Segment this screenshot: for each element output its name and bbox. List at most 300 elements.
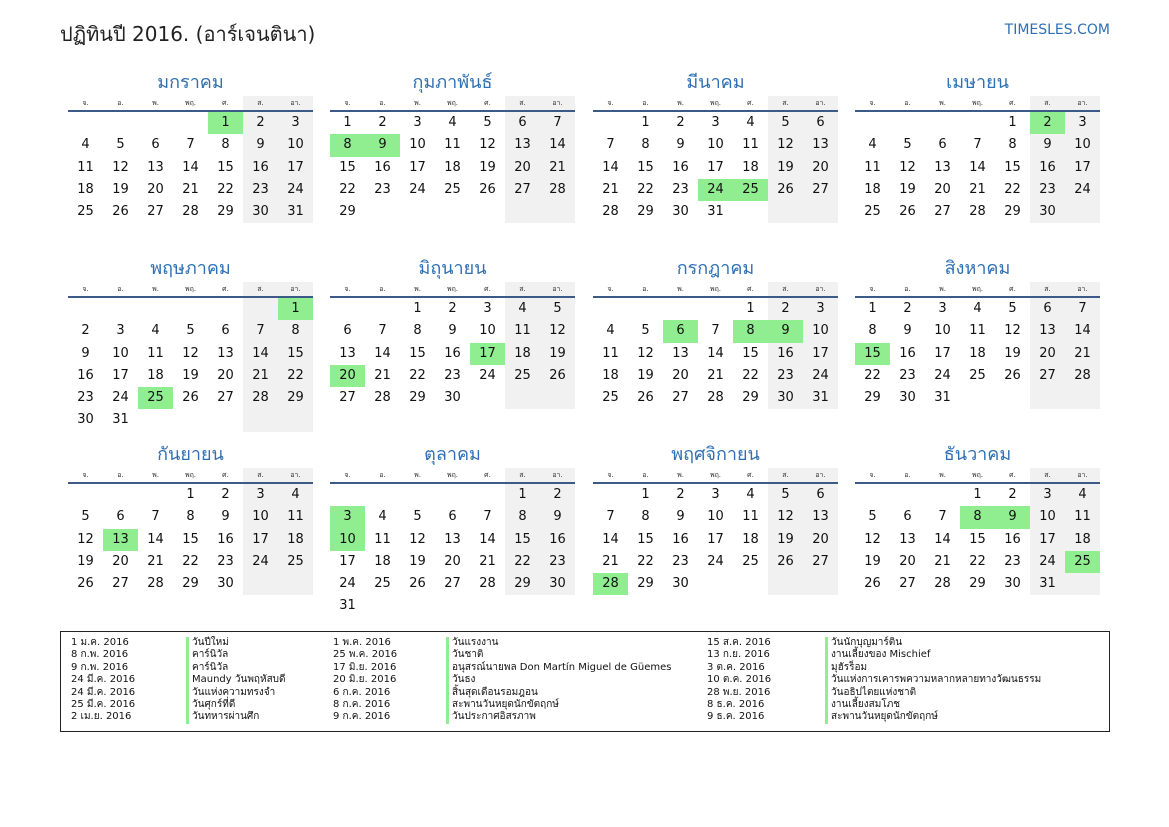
day-cell: 31 bbox=[934, 390, 951, 406]
day-cell: 22 bbox=[742, 367, 759, 383]
day-cell: 29 bbox=[182, 576, 199, 592]
day-cell: 11 bbox=[742, 509, 759, 525]
empty-cell bbox=[540, 201, 575, 223]
day-cell: 3 bbox=[1065, 112, 1100, 134]
day-cell: 12 bbox=[182, 345, 199, 361]
weekday-label: พฤ. bbox=[446, 285, 459, 293]
weekday-label: พ. bbox=[677, 99, 684, 107]
week-row bbox=[330, 201, 575, 223]
weekday-label: ส. bbox=[243, 96, 278, 110]
holiday-name: วันแห่งความทรงจำ bbox=[186, 687, 275, 699]
empty-cell bbox=[470, 484, 505, 506]
day-cell: 29 bbox=[742, 390, 759, 406]
empty-cell bbox=[400, 595, 435, 617]
day-cell: 5 bbox=[1008, 301, 1017, 316]
day-cell: 27 bbox=[672, 390, 689, 406]
day-cell: 12 bbox=[1004, 323, 1021, 339]
empty-cell bbox=[243, 409, 278, 431]
day-cell: 14 bbox=[969, 159, 986, 175]
day-cell: 18 bbox=[742, 531, 759, 547]
day-cell: 22 bbox=[409, 367, 426, 383]
day-cell: 3 bbox=[1030, 484, 1065, 506]
holiday-date: 2 เม.ย. 2016 bbox=[71, 711, 132, 723]
day-cell: 20 bbox=[112, 553, 129, 569]
day-cell: 25 bbox=[77, 204, 94, 220]
week-row bbox=[68, 529, 313, 551]
weekday-header bbox=[855, 96, 1100, 112]
day-cell: 21 bbox=[969, 181, 986, 197]
day-cell: 26 bbox=[479, 181, 496, 197]
month-9 bbox=[68, 442, 313, 595]
day-cell: 18 bbox=[602, 367, 619, 383]
weekday-label: จ. bbox=[607, 471, 614, 479]
weekday-label: พฤ. bbox=[971, 285, 984, 293]
holiday-date: 25 มี.ค. 2016 bbox=[71, 698, 136, 710]
holiday-day-cell: 20 bbox=[330, 365, 365, 387]
day-cell: 23 bbox=[374, 181, 391, 197]
day-cell: 12 bbox=[768, 134, 803, 156]
day-cell: 4 bbox=[505, 298, 540, 320]
empty-cell bbox=[1065, 573, 1100, 595]
holiday-date: 20 มิ.ย. 2016 bbox=[333, 674, 397, 686]
week-row bbox=[855, 387, 1100, 409]
holiday-day-cell: 2 bbox=[1030, 112, 1065, 134]
week-row bbox=[330, 551, 575, 573]
empty-cell bbox=[890, 112, 925, 134]
weekday-header bbox=[330, 468, 575, 484]
day-cell: 23 bbox=[444, 367, 461, 383]
weekday-header bbox=[855, 468, 1100, 484]
weekday-label: อา. bbox=[1065, 282, 1100, 296]
day-cell: 4 bbox=[1065, 484, 1100, 506]
day-cell: 23 bbox=[672, 181, 689, 197]
day-cell: 1 bbox=[868, 301, 877, 316]
day-cell: 19 bbox=[637, 367, 654, 383]
day-cell: 15 bbox=[1004, 159, 1021, 175]
day-cell: 21 bbox=[934, 553, 951, 569]
empty-cell bbox=[103, 484, 138, 506]
day-cell: 8 bbox=[413, 323, 422, 339]
day-cell: 20 bbox=[1030, 343, 1065, 365]
day-cell: 12 bbox=[768, 506, 803, 528]
weekday-label: พฤ. bbox=[184, 285, 197, 293]
day-cell: 17 bbox=[803, 343, 838, 365]
day-cell: 8 bbox=[868, 323, 877, 339]
day-cell: 10 bbox=[112, 345, 129, 361]
weekday-label: พ. bbox=[939, 285, 946, 293]
weekday-label: พฤ. bbox=[971, 99, 984, 107]
holiday-name: วันประกาศอิสรภาพ bbox=[446, 711, 536, 723]
empty-cell bbox=[365, 595, 400, 617]
empty-cell bbox=[470, 595, 505, 617]
holiday-name: วันนักบุญมาร์ติน bbox=[825, 637, 902, 649]
empty-cell bbox=[103, 112, 138, 134]
day-cell: 14 bbox=[602, 531, 619, 547]
holiday-date: 6 ก.ค. 2016 bbox=[333, 686, 391, 698]
month-name: กรกฎาคม bbox=[676, 258, 755, 279]
holiday-day-cell: 25 bbox=[1065, 551, 1100, 573]
empty-cell bbox=[698, 573, 733, 595]
day-cell: 20 bbox=[672, 367, 689, 383]
empty-cell bbox=[435, 484, 470, 506]
weekday-label: อ. bbox=[379, 285, 386, 293]
day-cell: 1 bbox=[973, 487, 982, 502]
holiday-name: วันปีใหม่ bbox=[186, 637, 229, 649]
day-cell: 7 bbox=[711, 323, 720, 339]
weekday-header bbox=[593, 96, 838, 112]
weekday-label: พ. bbox=[152, 99, 159, 107]
weekday-label: จ. bbox=[607, 285, 614, 293]
empty-cell bbox=[470, 201, 505, 223]
day-cell: 5 bbox=[903, 137, 912, 153]
holiday-name: วันธง bbox=[446, 674, 475, 686]
weekday-header bbox=[855, 282, 1100, 298]
empty-cell bbox=[243, 573, 278, 595]
day-cell: 6 bbox=[1030, 298, 1065, 320]
day-cell: 4 bbox=[973, 301, 982, 316]
weekday-label: อ. bbox=[117, 285, 124, 293]
day-cell: 25 bbox=[278, 551, 313, 573]
day-cell: 24 bbox=[707, 553, 724, 569]
day-cell: 14 bbox=[540, 134, 575, 156]
day-cell: 11 bbox=[602, 345, 619, 361]
weekday-label: จ. bbox=[869, 99, 876, 107]
day-cell: 5 bbox=[868, 509, 877, 525]
day-cell: 2 bbox=[768, 298, 803, 320]
day-cell: 30 bbox=[1030, 201, 1065, 223]
day-cell: 28 bbox=[540, 179, 575, 201]
weekday-label: ศ. bbox=[747, 285, 754, 293]
day-cell: 28 bbox=[707, 390, 724, 406]
weekday-label: ส. bbox=[243, 468, 278, 482]
weekday-label: พ. bbox=[939, 471, 946, 479]
week-row bbox=[855, 320, 1100, 342]
day-cell: 14 bbox=[182, 159, 199, 175]
day-cell: 12 bbox=[479, 137, 496, 153]
day-cell: 14 bbox=[147, 531, 164, 547]
week-row bbox=[855, 112, 1100, 134]
weekday-label: จ. bbox=[344, 99, 351, 107]
holiday-date: 17 มิ.ย. 2016 bbox=[333, 661, 397, 673]
weekday-label: จ. bbox=[82, 285, 89, 293]
day-cell: 19 bbox=[182, 367, 199, 383]
day-cell: 16 bbox=[77, 367, 94, 383]
week-row bbox=[330, 343, 575, 365]
week-row bbox=[855, 551, 1100, 573]
day-cell: 3 bbox=[711, 487, 720, 502]
weekday-label: อา. bbox=[278, 468, 313, 482]
holiday-name: วันทหารผ่านศึก bbox=[186, 711, 259, 723]
day-cell: 27 bbox=[217, 390, 234, 406]
day-cell: 2 bbox=[676, 487, 685, 502]
day-cell: 14 bbox=[243, 343, 278, 365]
month-name: กุมภาพันธ์ bbox=[412, 72, 493, 93]
week-row bbox=[330, 320, 575, 342]
day-cell: 18 bbox=[147, 367, 164, 383]
holiday-date: 10 ต.ค. 2016 bbox=[707, 674, 772, 686]
day-cell: 24 bbox=[243, 551, 278, 573]
holiday-name: สิ้นสุดเดือนรอมฎอน bbox=[446, 687, 538, 699]
day-cell: 31 bbox=[339, 598, 356, 614]
weekday-label: ส. bbox=[768, 96, 803, 110]
month-name: มกราคม bbox=[157, 72, 224, 93]
day-cell: 18 bbox=[444, 159, 461, 175]
weekday-label: พ. bbox=[414, 99, 421, 107]
empty-cell bbox=[400, 201, 435, 223]
day-cell: 19 bbox=[77, 553, 94, 569]
day-cell: 18 bbox=[1065, 529, 1100, 551]
day-cell: 25 bbox=[864, 204, 881, 220]
weekday-label: จ. bbox=[869, 285, 876, 293]
day-cell: 9 bbox=[448, 323, 457, 339]
week-row bbox=[593, 529, 838, 551]
weekday-label: อ. bbox=[379, 99, 386, 107]
holiday-name: สะพานวันหยุดนักขัตฤกษ์ bbox=[825, 711, 938, 723]
day-cell: 29 bbox=[637, 576, 654, 592]
day-cell: 21 bbox=[479, 553, 496, 569]
holiday-day-cell: 25 bbox=[138, 387, 173, 409]
weekday-label: ศ. bbox=[222, 99, 229, 107]
day-cell: 11 bbox=[374, 531, 391, 547]
day-cell: 21 bbox=[243, 365, 278, 387]
week-row bbox=[855, 179, 1100, 201]
day-cell: 28 bbox=[479, 576, 496, 592]
month-3 bbox=[593, 70, 838, 223]
day-cell: 8 bbox=[505, 506, 540, 528]
day-cell: 2 bbox=[221, 487, 230, 502]
day-cell: 21 bbox=[374, 367, 391, 383]
empty-cell bbox=[208, 298, 243, 320]
day-cell: 4 bbox=[746, 115, 755, 130]
weekday-label: อา. bbox=[540, 96, 575, 110]
day-cell: 30 bbox=[77, 412, 94, 428]
day-cell: 18 bbox=[278, 529, 313, 551]
empty-cell bbox=[855, 484, 890, 506]
holiday-date: 8 ธ.ค. 2016 bbox=[707, 698, 765, 710]
empty-cell bbox=[1065, 201, 1100, 223]
weekday-label: พฤ. bbox=[184, 471, 197, 479]
week-row bbox=[68, 343, 313, 365]
day-cell: 12 bbox=[864, 531, 881, 547]
weekday-label: ส. bbox=[505, 282, 540, 296]
holiday-date: 25 พ.ค. 2016 bbox=[333, 649, 398, 661]
week-row bbox=[855, 529, 1100, 551]
week-row bbox=[593, 343, 838, 365]
day-cell: 2 bbox=[448, 301, 457, 316]
weekday-label: ส. bbox=[505, 468, 540, 482]
weekday-label: ศ. bbox=[747, 471, 754, 479]
weekday-label: อ. bbox=[642, 99, 649, 107]
day-cell: 16 bbox=[899, 345, 916, 361]
empty-cell bbox=[505, 201, 540, 223]
day-cell: 12 bbox=[899, 159, 916, 175]
day-cell: 9 bbox=[221, 509, 230, 525]
weekday-label: อ. bbox=[117, 99, 124, 107]
day-cell: 6 bbox=[803, 484, 838, 506]
weekday-label: อ. bbox=[904, 99, 911, 107]
day-cell: 29 bbox=[409, 390, 426, 406]
day-cell: 12 bbox=[409, 531, 426, 547]
day-cell: 31 bbox=[1030, 573, 1065, 595]
day-cell: 19 bbox=[1004, 345, 1021, 361]
day-cell: 19 bbox=[768, 157, 803, 179]
day-cell: 31 bbox=[278, 201, 313, 223]
empty-cell bbox=[890, 484, 925, 506]
day-cell: 28 bbox=[243, 387, 278, 409]
day-cell: 15 bbox=[217, 159, 234, 175]
week-row bbox=[330, 595, 575, 617]
day-cell: 5 bbox=[483, 115, 492, 130]
day-cell: 30 bbox=[899, 390, 916, 406]
week-row bbox=[68, 551, 313, 573]
holiday-day-cell: 28 bbox=[593, 573, 628, 595]
empty-cell bbox=[435, 595, 470, 617]
day-cell: 14 bbox=[934, 531, 951, 547]
day-cell: 6 bbox=[343, 323, 352, 339]
day-cell: 21 bbox=[602, 553, 619, 569]
day-cell: 21 bbox=[540, 157, 575, 179]
week-row bbox=[68, 484, 313, 506]
day-cell: 24 bbox=[1065, 179, 1100, 201]
day-cell: 20 bbox=[444, 553, 461, 569]
day-cell: 6 bbox=[938, 137, 947, 153]
day-cell: 4 bbox=[378, 509, 387, 525]
holiday-day-cell: 13 bbox=[103, 529, 138, 551]
weekday-header bbox=[593, 282, 838, 298]
day-cell: 11 bbox=[444, 137, 461, 153]
weekday-label: พฤ. bbox=[971, 471, 984, 479]
week-row bbox=[855, 157, 1100, 179]
day-cell: 26 bbox=[77, 576, 94, 592]
day-cell: 24 bbox=[112, 390, 129, 406]
day-cell: 4 bbox=[868, 137, 877, 153]
day-cell: 8 bbox=[641, 137, 650, 153]
holiday-name: วันชาติ bbox=[446, 649, 483, 661]
day-cell: 11 bbox=[864, 159, 881, 175]
day-cell: 8 bbox=[186, 509, 195, 525]
weekday-label: ส. bbox=[768, 468, 803, 482]
month-10 bbox=[330, 442, 575, 618]
week-row bbox=[68, 387, 313, 409]
day-cell: 9 bbox=[81, 345, 90, 361]
month-name: พฤศจิกายน bbox=[671, 444, 760, 465]
month-11 bbox=[593, 442, 838, 595]
day-cell: 5 bbox=[186, 323, 195, 339]
holiday-day-cell: 25 bbox=[733, 179, 768, 201]
day-cell: 3 bbox=[413, 115, 422, 130]
day-cell: 6 bbox=[151, 137, 160, 153]
week-row bbox=[855, 134, 1100, 156]
weekday-label: พฤ. bbox=[709, 99, 722, 107]
weekday-label: ศ. bbox=[1009, 99, 1016, 107]
day-cell: 22 bbox=[864, 367, 881, 383]
weekday-label: พฤ. bbox=[446, 471, 459, 479]
empty-cell bbox=[400, 484, 435, 506]
weekday-label: ส. bbox=[1030, 468, 1065, 482]
day-cell: 12 bbox=[77, 531, 94, 547]
weekday-label: พฤ. bbox=[709, 471, 722, 479]
month-5 bbox=[68, 256, 313, 432]
empty-cell bbox=[435, 201, 470, 223]
day-cell: 7 bbox=[606, 509, 615, 525]
empty-cell bbox=[365, 484, 400, 506]
week-row bbox=[593, 201, 838, 223]
weekday-label: ศ. bbox=[484, 99, 491, 107]
day-cell: 4 bbox=[151, 323, 160, 339]
day-cell: 14 bbox=[374, 345, 391, 361]
weekday-label: จ. bbox=[869, 471, 876, 479]
week-row bbox=[68, 506, 313, 528]
empty-cell bbox=[103, 298, 138, 320]
empty-cell bbox=[995, 387, 1030, 409]
empty-cell bbox=[173, 409, 208, 431]
day-cell: 19 bbox=[540, 343, 575, 365]
day-cell: 5 bbox=[768, 112, 803, 134]
day-cell: 8 bbox=[641, 509, 650, 525]
day-cell: 1 bbox=[413, 301, 422, 316]
day-cell: 20 bbox=[505, 157, 540, 179]
day-cell: 6 bbox=[505, 112, 540, 134]
holiday-day-cell: 6 bbox=[663, 320, 698, 342]
weekday-label: พ. bbox=[677, 285, 684, 293]
holiday-date: 3 ต.ค. 2016 bbox=[707, 661, 765, 673]
day-cell: 21 bbox=[147, 553, 164, 569]
empty-cell bbox=[278, 573, 313, 595]
day-cell: 8 bbox=[221, 137, 230, 153]
week-row bbox=[68, 112, 313, 134]
week-row bbox=[855, 573, 1100, 595]
day-cell: 10 bbox=[707, 137, 724, 153]
holiday-name: อนุสรณ์นายพล Don Martín Miguel de Güemes bbox=[446, 662, 671, 674]
holiday-day-cell: 8 bbox=[733, 320, 768, 342]
day-cell: 13 bbox=[505, 134, 540, 156]
day-cell: 28 bbox=[182, 204, 199, 220]
empty-cell bbox=[960, 112, 995, 134]
week-row bbox=[593, 551, 838, 573]
day-cell: 4 bbox=[746, 487, 755, 502]
day-cell: 22 bbox=[1004, 181, 1021, 197]
day-cell: 7 bbox=[378, 323, 387, 339]
day-cell: 3 bbox=[483, 301, 492, 316]
day-cell: 11 bbox=[505, 320, 540, 342]
day-cell: 13 bbox=[217, 345, 234, 361]
day-cell: 30 bbox=[243, 201, 278, 223]
day-cell: 27 bbox=[899, 576, 916, 592]
empty-cell bbox=[925, 112, 960, 134]
day-cell: 17 bbox=[339, 553, 356, 569]
day-cell: 5 bbox=[641, 323, 650, 339]
empty-cell bbox=[768, 573, 803, 595]
empty-cell bbox=[138, 298, 173, 320]
day-cell: 26 bbox=[768, 179, 803, 201]
day-cell: 24 bbox=[1030, 551, 1065, 573]
holiday-day-cell: 8 bbox=[960, 506, 995, 528]
day-cell: 12 bbox=[112, 159, 129, 175]
site-link[interactable]: TIMESLES.COM bbox=[1004, 22, 1110, 38]
day-cell: 9 bbox=[903, 323, 912, 339]
weekday-label: อา. bbox=[278, 282, 313, 296]
day-cell: 30 bbox=[444, 390, 461, 406]
day-cell: 26 bbox=[864, 576, 881, 592]
day-cell: 17 bbox=[1065, 157, 1100, 179]
day-cell: 24 bbox=[803, 365, 838, 387]
day-cell: 19 bbox=[768, 529, 803, 551]
week-row bbox=[593, 506, 838, 528]
week-row bbox=[855, 343, 1100, 365]
holiday-name: คาร์นิวัล bbox=[186, 649, 228, 661]
day-cell: 19 bbox=[112, 181, 129, 197]
day-cell: 25 bbox=[505, 365, 540, 387]
